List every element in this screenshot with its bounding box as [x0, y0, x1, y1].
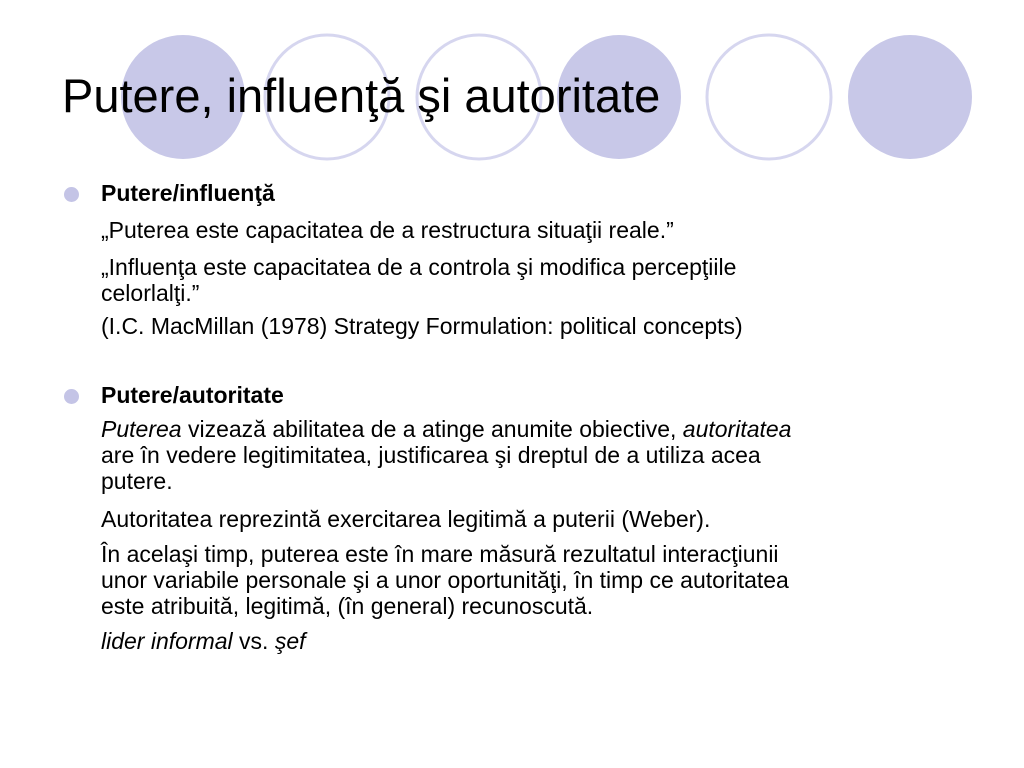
- section2-paragraph-1: [101, 416, 981, 494]
- italic-term: şef: [274, 628, 306, 654]
- inline-text: vs.: [232, 628, 275, 654]
- text-line: [101, 416, 981, 442]
- section2-paragraph-4: [101, 628, 981, 654]
- section1-paragraph-2: [101, 254, 981, 306]
- italic-term: Puterea: [101, 416, 182, 442]
- heading-text: Putere/autoritate: [101, 382, 284, 408]
- text-line: celorlalţi.”: [101, 280, 200, 306]
- section1-paragraph-1: [101, 217, 981, 243]
- inline-text: vizează abilitatea de a atinge anumite obiective,: [181, 416, 683, 442]
- bullet-icon: [64, 187, 79, 202]
- section2-paragraph-2: [101, 506, 981, 532]
- heading-text: Putere/influenţă: [101, 180, 275, 206]
- text-line: „Puterea este capacitatea de a restructura situaţii reale.”: [101, 217, 674, 243]
- slide-title: Putere, influenţă şi autoritate: [62, 69, 661, 122]
- decor-circle-5: [707, 35, 831, 159]
- italic-term: lider informal: [101, 628, 233, 654]
- text-line: are în vedere legitimitatea, justificarea şi dreptul de a utiliza acea: [101, 442, 761, 468]
- section-heading-1: [101, 180, 275, 207]
- text-line: În acelaşi timp, puterea este în mare măsură rezultatul interacţiunii: [101, 541, 779, 567]
- text-line: putere.: [101, 468, 173, 494]
- bullet-icon: [64, 389, 79, 404]
- text-line: este atribuită, legitimă, (în general) recunoscută.: [101, 593, 594, 619]
- text-line: „Influenţa este capacitatea de a controla şi modifica percepţiile: [101, 254, 737, 280]
- decor-circle-6: [848, 35, 972, 159]
- text-line: [101, 628, 981, 654]
- section-heading-2: [101, 382, 284, 409]
- italic-term: autoritatea: [682, 416, 792, 442]
- text-line: Autoritatea reprezintă exercitarea legitimă a puterii (Weber).: [101, 506, 711, 532]
- text-line: unor variabile personale şi a unor oportunităţi, în timp ce autoritatea: [101, 567, 789, 593]
- section1-citation: [101, 313, 981, 339]
- section2-paragraph-3: [101, 541, 981, 619]
- text-line: (I.C. MacMillan (1978) Strategy Formulation: political concepts): [101, 313, 743, 339]
